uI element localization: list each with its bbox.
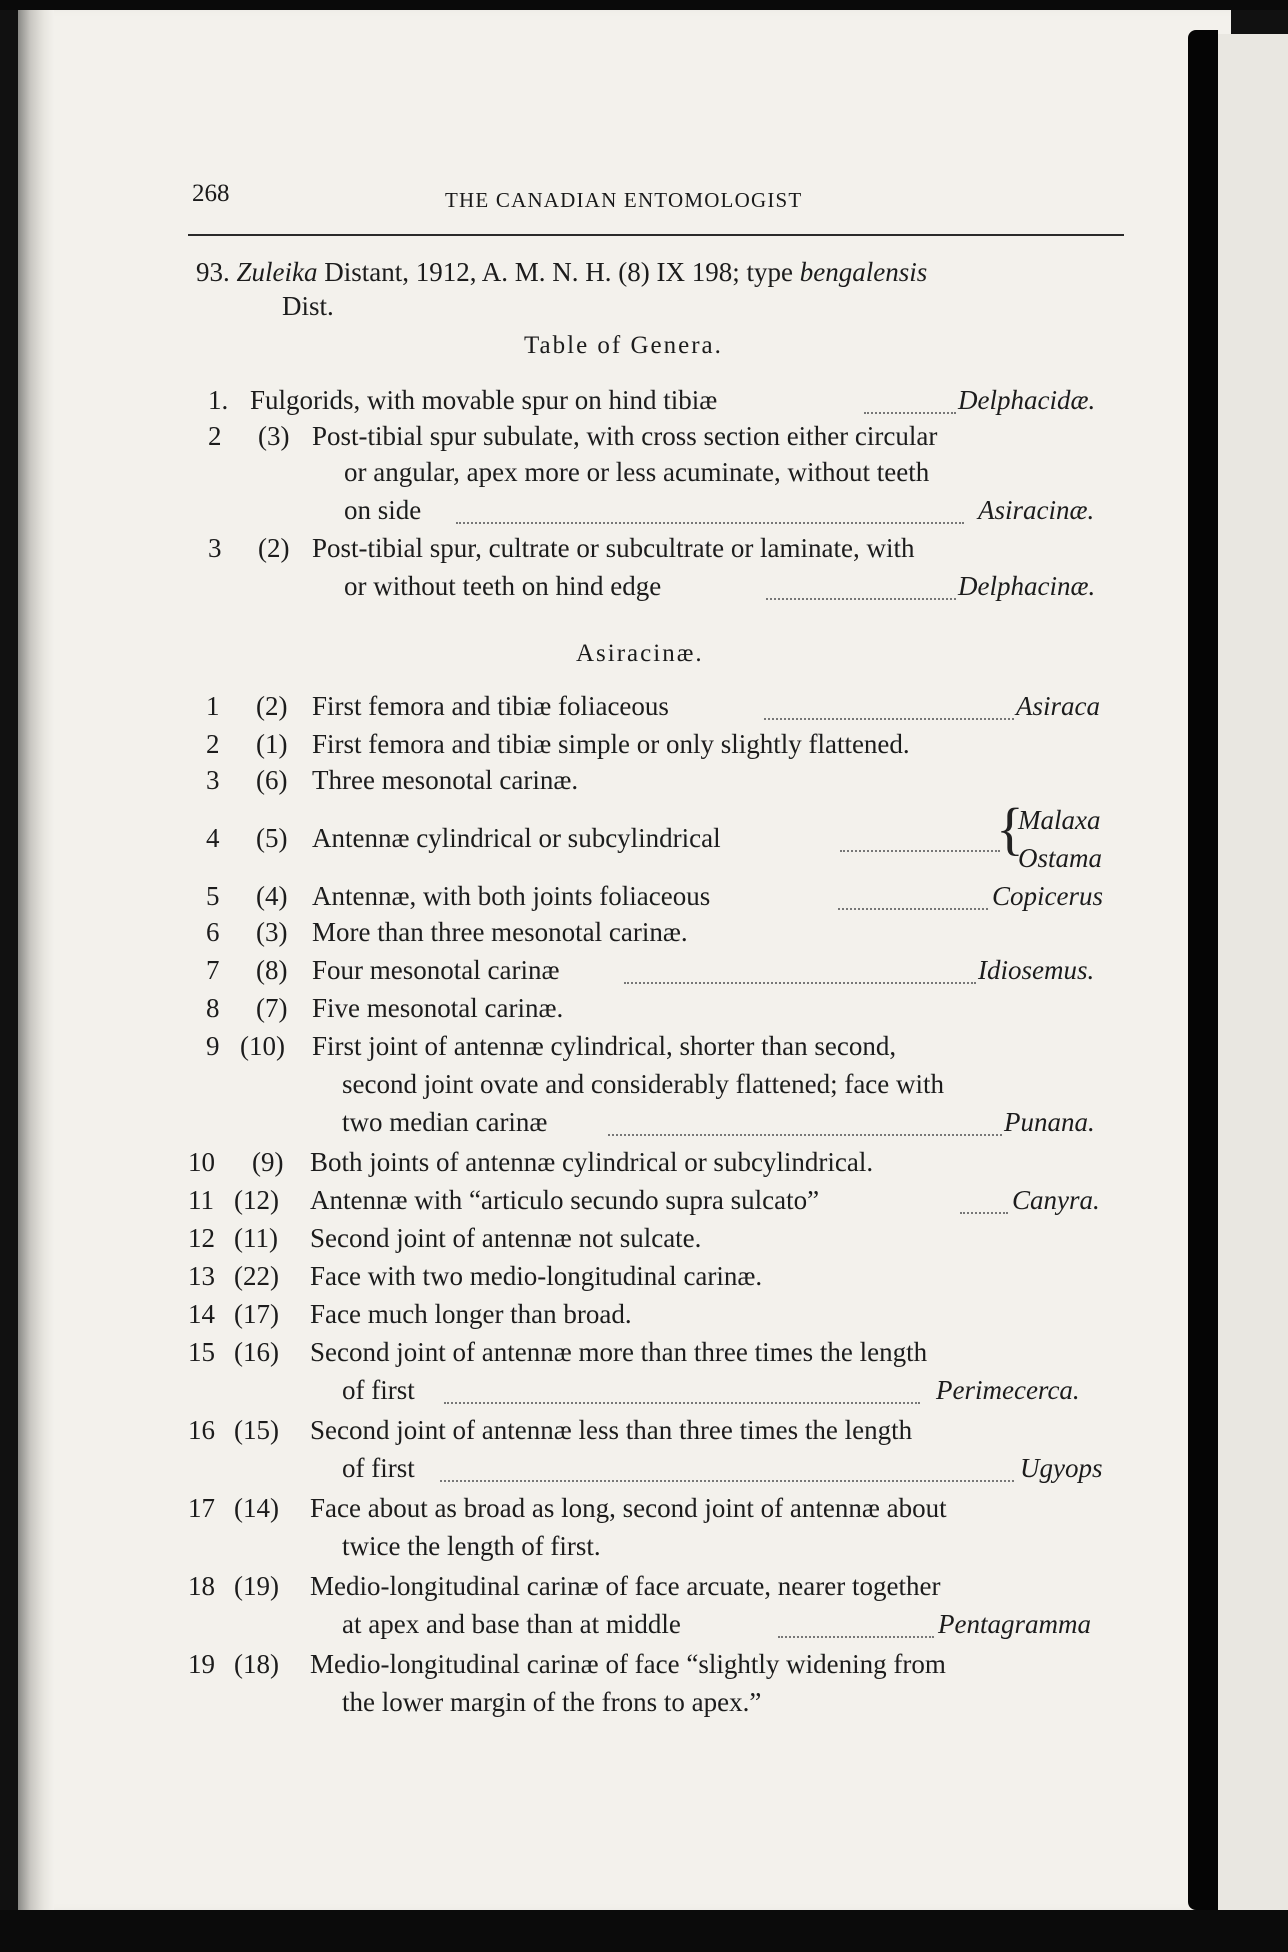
- genera-3-number: 3: [208, 533, 222, 563]
- genera-2-taxon: Asiracinæ.: [978, 495, 1095, 525]
- key-8-ref: (7): [256, 993, 288, 1023]
- key-15-ref: (16): [234, 1337, 279, 1367]
- key-16-number: 16: [188, 1415, 215, 1445]
- key-2-text: First femora and tibiæ simple or only slightly flattened.: [312, 729, 910, 759]
- key-5-number: 5: [206, 881, 220, 911]
- book-spine: [1188, 30, 1218, 1910]
- key-4-taxon-1: Malaxa: [1018, 805, 1101, 835]
- key-9-number: 9: [206, 1031, 220, 1061]
- genera-2-text-1: Post-tibial spur subulate, with cross section either circular: [312, 421, 938, 451]
- table-title: Table of Genera.: [524, 332, 723, 359]
- key-4-taxon-2: Ostama: [1018, 843, 1103, 873]
- key-16-text-1: Second joint of antennæ less than three times the length: [310, 1415, 913, 1445]
- leader-dots: [864, 410, 956, 414]
- key-1-taxon: Asiraca: [1016, 691, 1100, 721]
- page-number: 268: [192, 180, 230, 207]
- key-9-text-1: First joint of antennæ cylindrical, shorter than second,: [312, 1031, 897, 1061]
- key-16-text-2: of first: [342, 1453, 415, 1483]
- key-14-number: 14: [188, 1299, 215, 1329]
- key-5-taxon: Copicerus: [992, 881, 1103, 911]
- key-7-ref: (8): [256, 955, 288, 985]
- running-head: THE CANADIAN ENTOMOLOGIST: [445, 188, 803, 212]
- genus-93-citation: Distant, 1912, A. M. N. H. (8) IX 198; type: [317, 257, 800, 287]
- key-6-ref: (3): [256, 917, 288, 947]
- genus-93-type: bengalensis: [799, 257, 928, 287]
- key-7-number: 7: [206, 955, 220, 985]
- key-18-text-1: Medio-longitudinal carinæ of face arcuate, nearer together: [310, 1571, 941, 1601]
- key-7-taxon: Idiosemus.: [978, 955, 1095, 985]
- key-14-text: Face much longer than broad.: [310, 1299, 632, 1329]
- key-19-text-2: the lower margin of the frons to apex.”: [342, 1687, 762, 1717]
- genus-93-cont: Dist.: [282, 291, 334, 321]
- leader-dots: [766, 596, 956, 600]
- key-11-taxon: Canyra.: [1012, 1185, 1100, 1215]
- key-16-ref: (15): [234, 1415, 279, 1445]
- key-15-text-1: Second joint of antennæ more than three times the length: [310, 1337, 928, 1367]
- key-10-number: 10: [188, 1147, 215, 1177]
- key-17-text-1: Face about as broad as long, second joint of antennæ about: [310, 1493, 947, 1523]
- key-10-text: Both joints of antennæ cylindrical or subcylindrical.: [310, 1147, 874, 1177]
- key-9-text-3: two median carinæ: [342, 1107, 548, 1137]
- leader-dots: [608, 1132, 1002, 1136]
- key-1-text: First femora and tibiæ foliaceous: [312, 691, 669, 721]
- key-13-number: 13: [188, 1261, 215, 1291]
- genera-2-text-2: or angular, apex more or less acuminate, without teeth: [344, 457, 930, 487]
- leader-dots: [838, 906, 988, 910]
- facing-page-edge: [1218, 34, 1288, 1910]
- leader-dots: [624, 980, 976, 984]
- genera-3-taxon: Delphacinæ.: [958, 571, 1096, 601]
- genus-93-number: 93.: [196, 257, 230, 287]
- leader-dots: [960, 1210, 1008, 1214]
- key-14-ref: (17): [234, 1299, 279, 1329]
- key-9-ref: (10): [240, 1031, 285, 1061]
- key-15-taxon: Perimecerca.: [936, 1375, 1080, 1405]
- scan-bottom-border: [0, 1910, 1288, 1952]
- key-5-text: Antennæ, with both joints foliaceous: [312, 881, 711, 911]
- page-gutter: [18, 10, 54, 1910]
- key-8-text: Five mesonotal carinæ.: [312, 993, 564, 1023]
- genera-2-ref: (3): [258, 421, 290, 451]
- asiracinae-title: Asiracinæ.: [576, 640, 704, 667]
- key-13-text: Face with two medio-longitudinal carinæ.: [310, 1261, 763, 1291]
- leader-dots: [456, 520, 964, 524]
- genera-3-text-1: Post-tibial spur, cultrate or subcultrate or laminate, with: [312, 533, 915, 563]
- genera-3-text-2: or without teeth on hind edge: [344, 571, 662, 601]
- key-8-number: 8: [206, 993, 220, 1023]
- leader-dots: [764, 716, 1014, 720]
- key-5-ref: (4): [256, 881, 288, 911]
- genera-3-ref: (2): [258, 533, 290, 563]
- genera-1-taxon: Delphacidæ.: [958, 385, 1096, 415]
- key-19-number: 19: [188, 1649, 215, 1679]
- key-3-text: Three mesonotal carinæ.: [312, 765, 579, 795]
- genera-2-number: 2: [208, 421, 222, 451]
- genera-2-text-3: on side: [344, 495, 422, 525]
- key-12-number: 12: [188, 1223, 215, 1253]
- key-9-text-2: second joint ovate and considerably flattened; face with: [342, 1069, 945, 1099]
- key-18-ref: (19): [234, 1571, 279, 1601]
- genus-93-line: [196, 256, 927, 288]
- leader-dots: [444, 1400, 920, 1404]
- key-3-number: 3: [206, 765, 220, 795]
- key-18-number: 18: [188, 1571, 215, 1601]
- key-1-ref: (2): [256, 691, 288, 721]
- key-19-text-1: Medio-longitudinal carinæ of face “slightly widening from: [310, 1649, 946, 1679]
- key-4-text: Antennæ cylindrical or subcylindrical: [312, 823, 721, 853]
- key-7-text: Four mesonotal carinæ: [312, 955, 560, 985]
- key-4-number: 4: [206, 823, 220, 853]
- leader-dots: [840, 848, 1000, 852]
- key-3-ref: (6): [256, 765, 288, 795]
- key-4-ref: (5): [256, 823, 288, 853]
- key-6-text: More than three mesonotal carinæ.: [312, 917, 688, 947]
- key-12-ref: (11): [234, 1223, 278, 1253]
- key-6-number: 6: [206, 917, 220, 947]
- key-11-text: Antennæ with “articulo secundo supra sulcato”: [310, 1185, 820, 1215]
- key-9-taxon: Punana.: [1004, 1107, 1095, 1137]
- leader-dots: [440, 1478, 1014, 1482]
- brace-glyph: {: [996, 796, 1024, 861]
- leader-dots: [778, 1634, 934, 1638]
- key-18-text-2: at apex and base than at middle: [342, 1609, 681, 1639]
- key-10-ref: (9): [252, 1147, 284, 1177]
- key-19-ref: (18): [234, 1649, 279, 1679]
- key-11-number: 11: [188, 1185, 214, 1215]
- header-rule: [188, 234, 1124, 236]
- genus-93-name: Zuleika: [236, 257, 318, 287]
- key-17-ref: (14): [234, 1493, 279, 1523]
- key-16-taxon: Ugyops: [1020, 1453, 1103, 1483]
- genera-1-number: 1.: [208, 385, 229, 415]
- key-2-ref: (1): [256, 729, 288, 759]
- key-15-text-2: of first: [342, 1375, 415, 1405]
- key-11-ref: (12): [234, 1185, 279, 1215]
- scan-top-border: [0, 0, 1288, 10]
- key-2-number: 2: [206, 729, 220, 759]
- key-1-number: 1: [206, 691, 220, 721]
- key-17-text-2: twice the length of first.: [342, 1531, 601, 1561]
- key-12-text: Second joint of antennæ not sulcate.: [310, 1223, 702, 1253]
- genera-1-text: Fulgorids, with movable spur on hind tibiæ: [250, 385, 718, 415]
- key-18-taxon: Pentagramma: [938, 1609, 1091, 1639]
- key-15-number: 15: [188, 1337, 215, 1367]
- key-17-number: 17: [188, 1493, 215, 1523]
- key-13-ref: (22): [234, 1261, 279, 1291]
